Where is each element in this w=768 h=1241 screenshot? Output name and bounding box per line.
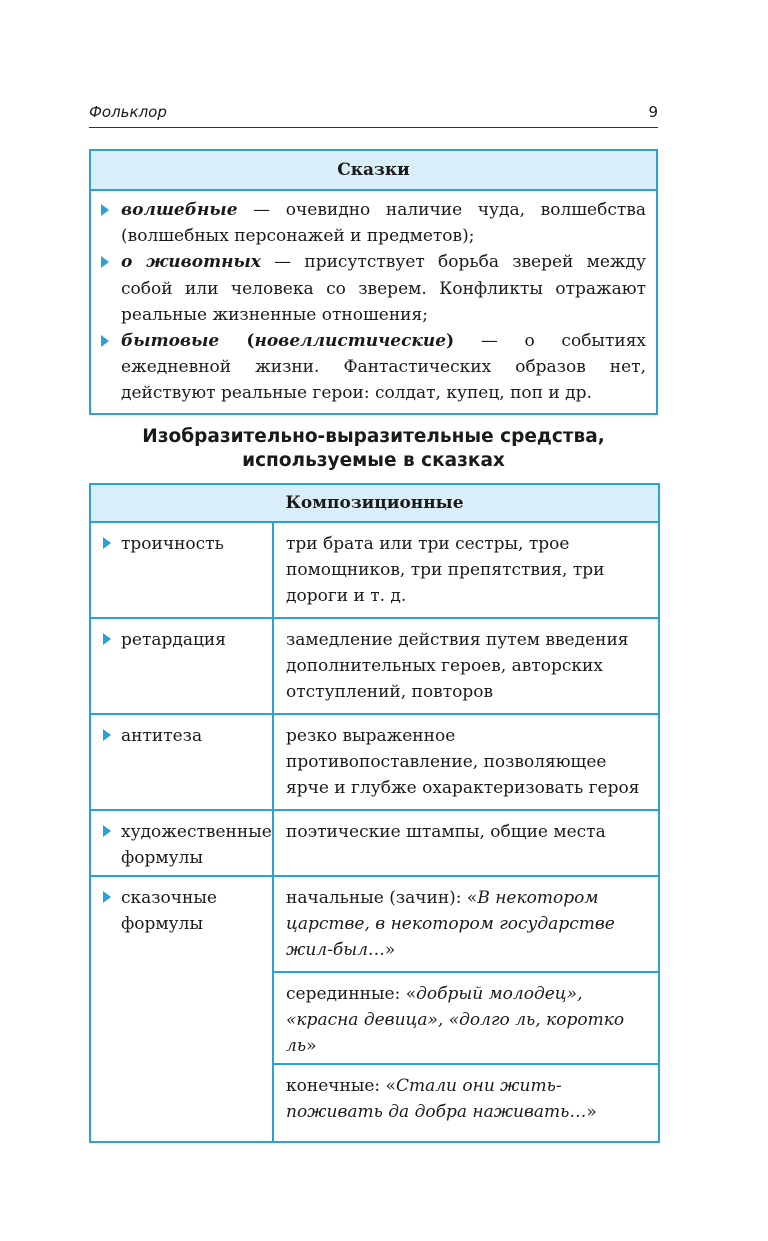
devices-heading-line2: используемые в сказках (242, 450, 505, 471)
formula-initial-label: начальные (зачин): « (286, 888, 478, 908)
formula-middle-example: добрый молодец (416, 984, 567, 1004)
formula-initial (273, 876, 659, 972)
section-title: Фольклор (89, 103, 167, 121)
device-term-cell (90, 876, 273, 1142)
arrow-bullet-icon (103, 537, 111, 549)
paren-close: ) (446, 331, 455, 352)
tale-type-magic (121, 197, 646, 249)
devices-heading (89, 425, 658, 473)
arrow-bullet-icon (103, 729, 111, 741)
tale-type-term: о животных (121, 252, 261, 273)
tale-type-term: бытовые (121, 331, 220, 352)
device-term-cell (90, 522, 273, 618)
formula-final-example: Стали они жить-поживать да добра наживать… (286, 1076, 587, 1122)
device-term-cell (90, 618, 273, 714)
tale-type-text: — присутствует борьба зверей между собой или человека со зверем. Конфликты отражают реальные жизненные отношения; (121, 252, 646, 325)
tale-type-text: — о событиях ежедневной жизни. Фантастических образов нет, действуют реальные герои: солдат, купец, поп и др. (121, 331, 647, 404)
device-term: сказочные формулы (121, 888, 217, 934)
quote-separator: », « (286, 984, 583, 1030)
devices-table-title: Композиционные (90, 484, 659, 522)
tale-type-animals (121, 249, 646, 328)
arrow-bullet-icon (101, 256, 109, 268)
arrow-bullet-icon (103, 633, 111, 645)
devices-heading-line1: Изобразительно-выразительные средства, (142, 426, 605, 447)
tales-box-title: Сказки (91, 151, 656, 191)
formula-middle-example: долго ль, коротко ль (286, 1010, 625, 1056)
formula-middle-example: красна девица (296, 1010, 428, 1030)
device-description: три брата или три сестры, трое помощников, три препятствия, три дороги и т. д. (273, 522, 659, 618)
formula-final (273, 1064, 659, 1142)
tale-type-term-alt: новеллистические (254, 331, 447, 352)
table-row (90, 876, 659, 972)
arrow-bullet-icon (101, 204, 109, 216)
device-description: резко выраженное противопоставление, позволяющее ярче и глубже охарактеризовать героя (273, 714, 659, 810)
tale-type-text: — очевидно наличие чуда, волшебства (волшебных персонажей и предметов); (121, 200, 646, 247)
device-term: троичность (121, 534, 224, 554)
paren-open: ( (219, 331, 255, 352)
device-description: поэтические штампы, общие места (273, 810, 659, 876)
devices-table (89, 483, 660, 1143)
tale-type-everyday (121, 328, 646, 407)
tales-types-list (91, 191, 656, 413)
table-row (90, 522, 659, 618)
formula-middle-label: серединные: « (286, 984, 417, 1004)
device-term: художественные формулы (121, 822, 272, 868)
page-number: 9 (648, 103, 658, 121)
quote-close: » (586, 1102, 597, 1122)
device-description: замедление действия путем введения дополнительных героев, авторских отступлений, повторов (273, 618, 659, 714)
device-term-cell (90, 714, 273, 810)
formula-initial-example: В некотором царстве, в некотором государстве жил-был… (286, 888, 615, 960)
tale-type-term: волшебные (121, 200, 238, 220)
table-row (90, 810, 659, 876)
device-term: антитеза (121, 726, 203, 746)
arrow-bullet-icon (103, 825, 111, 837)
quote-close: » (384, 940, 396, 960)
formula-middle (273, 972, 659, 1064)
device-term-cell (90, 810, 273, 876)
arrow-bullet-icon (101, 335, 109, 347)
arrow-bullet-icon (103, 891, 111, 903)
formula-final-label: конечные: « (286, 1076, 396, 1096)
quote-separator: », « (427, 1010, 460, 1030)
device-term: ретардация (121, 630, 226, 650)
table-row (90, 714, 659, 810)
quote-close: » (306, 1036, 317, 1056)
table-row (90, 618, 659, 714)
tales-types-box (89, 149, 658, 415)
running-header (89, 103, 658, 128)
